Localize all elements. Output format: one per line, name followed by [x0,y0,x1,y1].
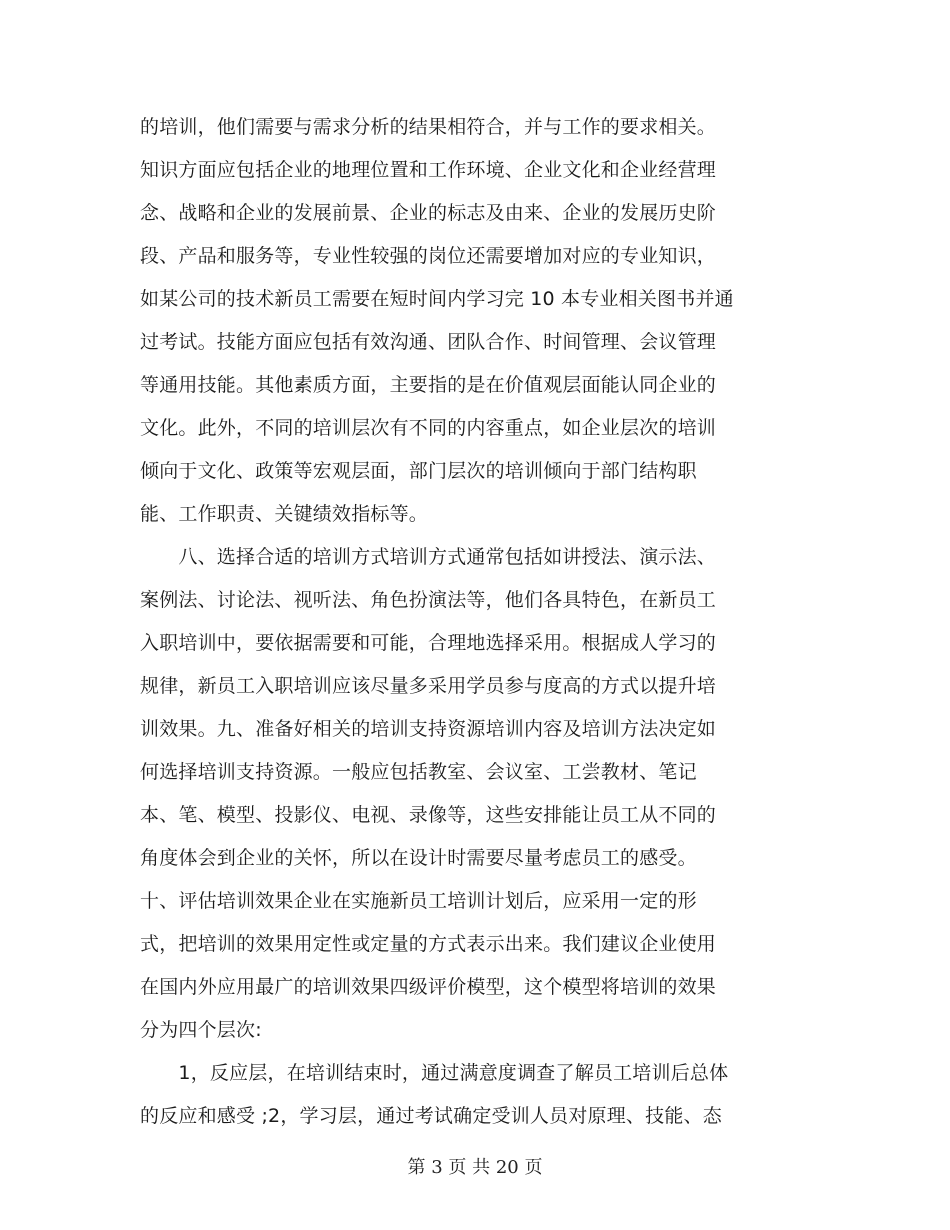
text-line: 在国内外应用最广的培训效果四级评价模型，这个模型将培训的效果 [140,976,717,998]
text-line: 的反应和感受 ;2，学习层，通过考试确定受训人员对原理、技能、态 [140,1105,722,1127]
text-line: 倾向于文化、政策等宏观层面，部门层次的培训倾向于部门结构职 [140,460,697,482]
text-line: 本、笔、模型、投影仪、电视、录像等，这些安排能让员工从不同的 [140,804,717,826]
text-line: 十、评估培训效果企业在实施新员工培训计划后，应采用一定的形 [140,890,697,912]
text-line: 角度体会到企业的关怀，所以在设计时需要尽量考虑员工的感受。 [140,847,697,869]
text-line: 文化。此外，不同的培训层次有不同的内容重点，如企业层次的培训 [140,417,717,439]
text-line: 规律，新员工入职培训应该尽量多采用学员参与度高的方式以提升培 [140,675,717,697]
text-line: 入职培训中，要依据需要和可能，合理地选择采用。根据成人学习的 [140,632,717,654]
text-line: 念、战略和企业的发展前景、企业的标志及由来、企业的发展历史阶 [140,202,717,224]
text-line: 分为四个层次: [140,1019,262,1041]
text-line: 1，反应层，在培训结束时，通过满意度调查了解员工培训后总体 [140,1062,729,1084]
text-line: 训效果。九、准备好相关的培训支持资源培训内容及培训方法决定如 [140,718,717,740]
text-line: 案例法、讨论法、视听法、角色扮演法等，他们各具特色，在新员工 [140,589,717,611]
text-line: 何选择培训支持资源。一般应包括教室、会议室、工尝教材、笔记 [140,761,697,783]
text-line: 过考试。技能方面应包括有效沟通、团队合作、时间管理、会议管理 [140,331,717,353]
text-line: 知识方面应包括企业的地理位置和工作环境、企业文化和企业经营理 [140,159,717,181]
text-line: 八、选择合适的培训方式培训方式通常包括如讲授法、演示法、 [140,546,717,568]
text-line: 如某公司的技术新员工需要在短时间内学习完 10 本专业相关图书并通 [140,288,734,310]
page-number-footer: 第 3 页 共 20 页 [407,1157,543,1178]
text-line: 段、产品和服务等，专业性较强的岗位还需要增加对应的专业知识， [140,245,717,267]
text-line: 式，把培训的效果用定性或定量的方式表示出来。我们建议企业使用 [140,933,717,955]
text-line: 等通用技能。其他素质方面，主要指的是在价值观层面能认同企业的 [140,374,717,396]
text-line: 的培训，他们需要与需求分析的结果相符合，并与工作的要求相关。 [140,116,717,138]
text-line: 能、工作职责、关键绩效指标等。 [140,503,429,525]
